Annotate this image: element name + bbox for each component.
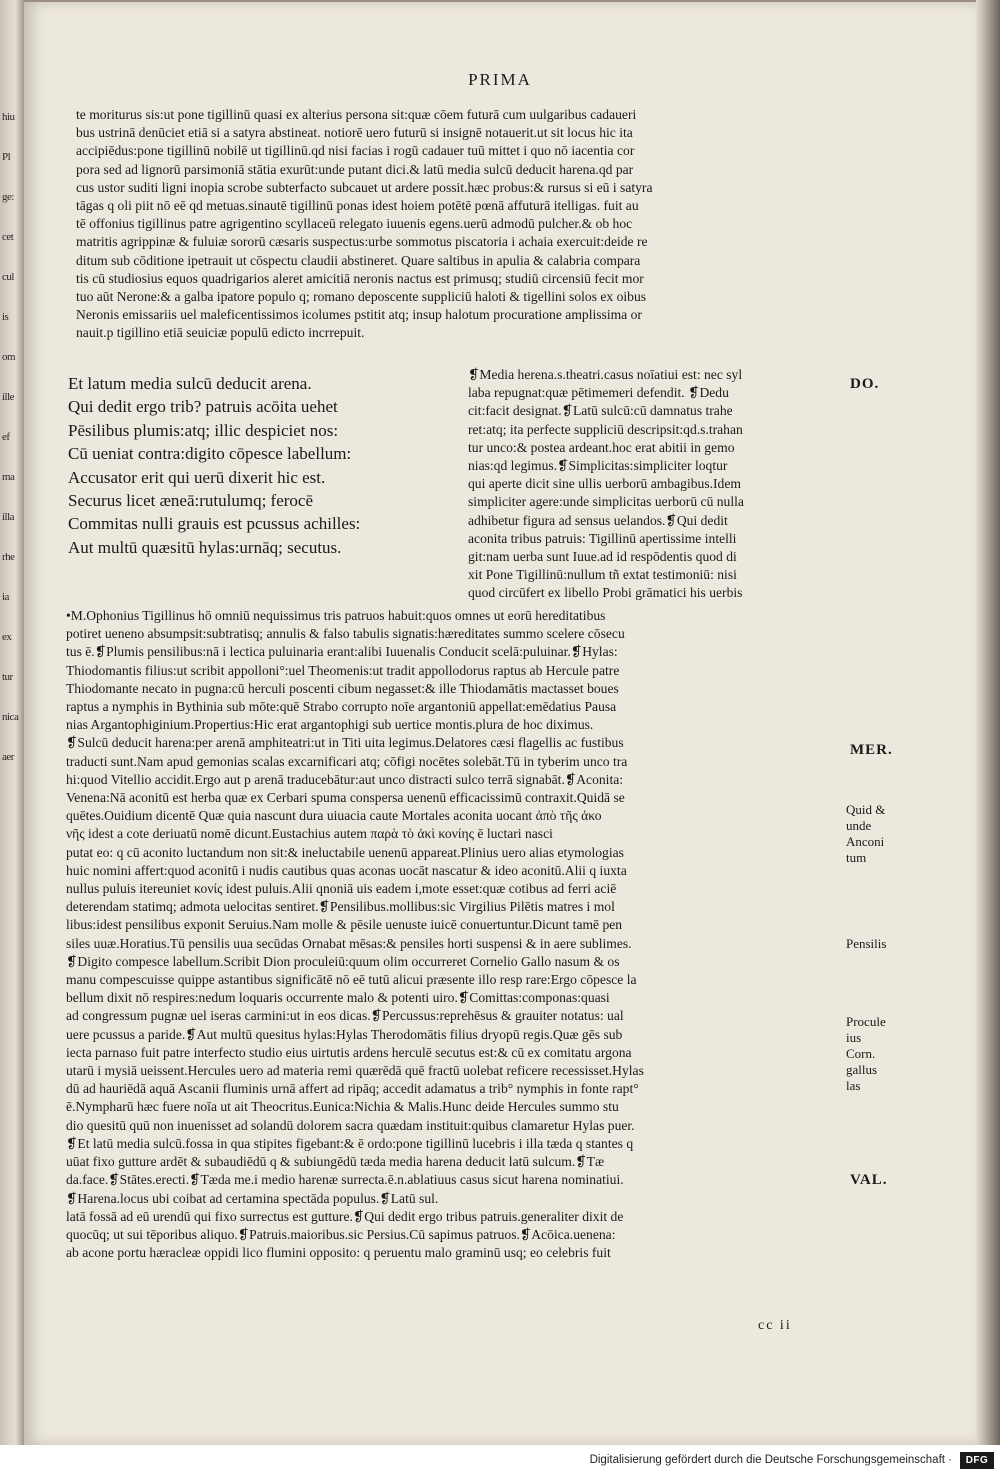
commentary-line: libus:idest pensilibus exponit Seruius.Nam molle & pēsile uenuste iuicē conuertuntur.Dicunt tamē pen: [66, 917, 623, 933]
left-page-fragment: is: [2, 311, 9, 323]
commentary-line: adhibetur figura ad sensus uelandos.❡Qui dedit: [468, 512, 728, 528]
adjacent-page-edge: [0, 0, 26, 1445]
commentary-line: ❡Et latū media sulcū.fossa in qua stipites figebant:& ē ordo:pone tigillinū lucebris i illa tæda q stantes q: [66, 1135, 634, 1151]
commentary-line: ❡Harena.locus ubi coibat ad certamina spectāda populus.❡Latū sul.: [66, 1190, 439, 1206]
commentary-line: traducti sunt.Nam apud gemonias scalas excarnificari atq; cōfigi nocētes solebāt.Tū in tyberim unco tra: [66, 753, 628, 769]
commentary-line: tur unco:& postea ardeant.hoc erat abitii in gemo: [468, 439, 735, 455]
left-page-fragment: ma: [2, 471, 15, 483]
verse-line: Pēsilibus plumis:atq; illic despiciet nos:: [68, 420, 339, 440]
commentary-line: nauit.p tigillino etiā seuiciæ populū edicto incrrepuit.: [76, 325, 365, 341]
commentary-line: siles uuæ.Horatius.Tū pensilis uua secūdas Ornabat mēsas:& pensiles horti suspensi & in aere sublimes.: [66, 935, 632, 951]
commentary-line: pora sed ad lignorū parsimoniā stātia exurūt:unde putant dici.& latū media sulcū deducit harena.qd par: [76, 161, 634, 177]
commentary-line: ❡Sulcū deducit harena:per arenā amphiteatri:ut in Titi uita legimus.Delatores cæsi flagellis ac fustibus: [66, 735, 624, 751]
left-page-fragment: ille: [2, 391, 15, 403]
left-page-fragment: illa: [2, 511, 15, 523]
marginal-line: Corn.: [846, 1046, 876, 1061]
commentary-line: ❡Media herena.s.theatri.casus noīatiui est: nec syl: [468, 367, 743, 382]
left-page-fragment: rhe: [2, 551, 15, 563]
commentary-bottom: [66, 607, 856, 1262]
commentary-line: huic nomini affert:quod aconitū i nudis cautibus quas aconas uocāt nascatur & ideo aconitū.Alii q iuxta: [66, 862, 627, 878]
commentary-line: Thiodomante necato in pugna:cū herculi poscenti cibum negasset:& ille Thiodamātis mactasset boues: [66, 680, 619, 696]
commentary-line: xit Pone Tigillinū:nullum tñ extat testimoniū: nisi: [468, 567, 737, 583]
left-page-fragment: ex: [2, 631, 12, 643]
commentary-line: quētes.Ouidium dicentē Quæ quia nascunt dura uiuacia caute Mortales aconita uocant ἀπὸ τῆς ἀκο: [66, 808, 602, 824]
commentary-line: aconita tribus patruis: Tigillinū apertissime intelli: [468, 530, 737, 546]
signature-mark: cc ii: [758, 1318, 792, 1333]
commentary-line: te moriturus sis:ut pone tigillinū quasi ex alterius persona sit:quæ cōem futurā cum uulgaribus cadaueri: [76, 107, 637, 122]
commentary-line: accipiēdus:pone tigillinū nobilē ut tigillinū.qd nisi facias i rogū cadauer tuū mittet i quo nō iacentia cor: [76, 143, 635, 159]
commentary-line: putat eo: q cū aconito luctandum non sit:& ineluctabile uenenū appareat.Plinius uero alias etymologias: [66, 844, 624, 860]
commentary-line: tāgas q oli piit nō eē qd metuas.sinautē tigillinū ponas idest hoiem potētē pœnā affuturā itelligas. fuit au: [76, 198, 639, 214]
commentary-line: utarū i mysiā ueissent.Hercules uero ad materia remi quærēdā quē fractū uolebat reficere recessisset.Hylas: [66, 1063, 644, 1079]
commentary-line: bellum dixit nō respires:nedum loquaris occurrente malo & potenti uiro.❡Comittas:componas:quasi: [66, 990, 610, 1006]
marginal-procul: [846, 1014, 886, 1094]
marginal-line: las: [846, 1078, 861, 1093]
commentary-line: quocūq; ut sui tēporibus aliquo.❡Patruis.maioribus.sic Persius.Cū sapimus patruos.❡Acōica.uenena:: [66, 1226, 616, 1242]
left-page-fragment: ge:: [2, 191, 14, 203]
marginal-do: DO.: [850, 376, 880, 392]
commentary-line: Neronis emissariis uel maleficentissimos icolumes pstitit atq; insup halotum procuratione amplissima or: [76, 307, 642, 323]
marginal-pensilis: Pensilis: [846, 936, 887, 951]
commentary-line: raptus a nymphis in Bythinia sub mōte:quē Strabo corrupto noīe argantoniū appellat:emēdatius Pausa: [66, 699, 617, 715]
verse-line: Securus licet æneā:rutulumq; ferocē: [68, 491, 313, 511]
verse-line: Aut multū quæsitū hylas:urnāq; secutus.: [68, 537, 342, 557]
commentary-line: bus ustrinā denūciet etiā si a satyra abstineat. notiorē uero futurū si insignē notauerit.ut sit locus hic ita: [76, 125, 633, 141]
commentary-line: quod circūfert ex libello Probi grāmatici his uerbis: [468, 585, 743, 601]
marginal-line: tum: [846, 850, 867, 865]
commentary-line: cus ustor suditi ligni inopia scrobe subterfacto subcauet ut ardere possit.hæc probus:& rursus si eū i satyra: [76, 179, 653, 195]
commentary-line: tis cū studiosius equos quadrigarios aleret amicitiā neronis nactus est primusq; studiū circensiū fecit mor: [76, 270, 644, 286]
commentary-line: ab acone portu hæracleæ oppidi lico flumini opposito: q peruentu malo graminū usq; eo celebris fuit: [66, 1245, 611, 1261]
commentary-line: dū ad hauriēdā aquā Ascanii fluminis urnā affert ad ripāq; accedit adamatus a trib° nymphis in fonte rapt°: [66, 1081, 639, 1097]
commentary-line: cit:facit designat.❡Latū sulcū:cū damnatus trahe: [468, 403, 733, 419]
marginal-mer: MER.: [850, 742, 893, 758]
left-page-fragment: ia: [2, 591, 9, 603]
marginal-line: Quid &: [846, 802, 886, 817]
commentary-line: hi:quod Vitellio accidit.Ergo aut p arenā traducebātur:aut unco distracti sulco terrā signabāt.❡Aconita:: [66, 771, 624, 787]
verse-line: Qui dedit ergo trib? patruis acōita uehet: [68, 397, 338, 417]
commentary-line: matritis agrippinæ & fuluiæ sororū cæsaris suspectus:urbe sommotus piscatoria i achaia exercuit:deide re: [76, 234, 648, 250]
left-page-fragment: hiu: [2, 111, 15, 123]
verse-line: Cū ueniat contra:digito cōpesce labellum:: [68, 444, 352, 464]
commentary-line: potiret ueneno absumpsit:subtratisq; annulis & falso tabulis signatis:hæreditates summo scelere cōsecu: [66, 626, 625, 642]
left-page-fragment: cet: [2, 231, 14, 243]
marginal-line: gallus: [846, 1062, 878, 1077]
commentary-line: nias:qd legimus.❡Simplicitas:simpliciter loqtur: [468, 458, 728, 474]
commentary-line: uūat fixo gutture ardēt & subaudiēdū q & subiungēdū tæda media harena deducit latū sulcum.❡Tæ: [66, 1154, 605, 1170]
commentary-line: •M.Ophonius Tigillinus hō omniū nequissimus tris patruos habuit:quos omnes ut eorū hereditatibus: [66, 608, 606, 623]
commentary-line: νῆς idest a cote deriuatū nomē dicunt.Eustachius autem παρὰ τὸ ἀκὶ κονίης ē luctari nasci: [66, 826, 553, 842]
marginal-line: unde: [846, 818, 872, 833]
dfg-logo: DFG: [960, 1452, 994, 1469]
commentary-top: [76, 106, 924, 343]
left-page-fragment: nica: [2, 711, 19, 723]
commentary-line: uere pcussus a paride.❡Aut multū quesitus hylas:Hylas Therodomātis filius dryopū regis.Quæ gēs sub: [66, 1026, 623, 1042]
commentary-line: nullus puluis itereuniet κονίς idest puluis.Alii qnoniā uis eadem i,mote esset:quæ cotibus ad ferri aciē: [66, 881, 617, 897]
marginal-val: VAL.: [850, 1172, 888, 1188]
commentary-line: da.face.❡Stātes.erecti.❡Tæda me.i medio harenæ surrecta.ē.n.ablatiuus casus sicut harena nominatiui.: [66, 1172, 624, 1188]
commentary-line: tē offonius tigillinus patre agrigentino scyllaceū relegato iuuenis egens.uerū admodū pulcher.& ob hoc: [76, 216, 633, 232]
commentary-line: simpliciter agere:unde simplicitas uerborū cū nulla: [468, 494, 744, 510]
left-page-fragment: cul: [2, 271, 14, 283]
marginal-line: Procule: [846, 1014, 886, 1029]
verse-line: Accusator erit qui uerū dixerit hic est.: [68, 467, 326, 487]
commentary-line: deterendam statimq; admota uelocitas sentiret.❡Pensilibus.mollibus:sic Virgilius Pilētis matres i mol: [66, 899, 615, 915]
marginal-quid: [846, 802, 885, 866]
commentary-line: ditum sub cōditione ipetrauit ut cōspectu claudii abstineret. Quare saltibus in apulia & calabria compara: [76, 252, 641, 268]
commentary-line: tus ē.❡Plumis pensilibus:nā i lectica puluinaria erant:alibi Iuuenalis Conducit scelā:puluinar.❡Hylas:: [66, 644, 618, 660]
left-page-fragment: tur: [2, 671, 13, 683]
commentary-line: ē.Nympharū hæc fuere noīa ut ait Theocritus.Eunica:Nichia & Malis.Hunc deide Hercules summo stu: [66, 1099, 619, 1115]
commentary-line: tuo aūt Nerone:& a galba ipatore populo q; romano deposcente suppliciū haloti & tigellini solos ex oibus: [76, 289, 647, 305]
commentary-line: qui aperte dicit sine ullis uerborū ambagibus.Idem: [468, 476, 741, 492]
book-edge: [976, 0, 1000, 1445]
book-page: [24, 2, 976, 1445]
verse-lines: [68, 372, 488, 559]
commentary-line: nias Argantophiginium.Propertius:Hic erat argantophigi sub uertice montis.plura de hoc diximus.: [66, 717, 594, 733]
marginal-line: Anconi: [846, 834, 885, 849]
left-page-fragment: aer: [2, 751, 14, 763]
commentary-line: iecta parnaso fuit patre interfecto studio eius uirtutis ardens herculē secutus est:& cū ex comitatu argona: [66, 1044, 632, 1060]
page-header: PRIMA: [468, 70, 532, 89]
commentary-line: ad congressum pugnæ uel iseras carmini:ut in eos dicas.❡Percussus:reprehēsus & grauiter notatus: ual: [66, 1008, 624, 1024]
footer-bar: [0, 1445, 1000, 1476]
commentary-line: manu compescuisse quippe astantibus significātē nō eē tutū alicui præsente illo resp rare:Ergo cōpesce la: [66, 972, 637, 988]
commentary-line: latā fossā ad eū urendū qui fixo surrectus est gutture.❡Qui dedit ergo tribus patruis.generaliter dixit de: [66, 1208, 624, 1224]
commentary-line: dio quesitū quū non inuenisset ad solandū dolorem sacra quædam instituit:quibus clamaretur Hylas puer.: [66, 1117, 635, 1133]
footer-credit: Digitalisierung gefördert durch die Deutsche Forschungsgemeinschaft ·: [589, 1454, 952, 1466]
commentary-line: Thiodomantis filius:ut scribit appolloni°:uel Theomenis:ut tradit appollodorus raptus ab Hercule patre: [66, 662, 620, 678]
verse-line: Et latum media sulcū deducit arena.: [68, 374, 312, 393]
commentary-line: laba repugnat:quæ pētimemeri defendit. ❡Dedu: [468, 385, 729, 401]
commentary-line: ❡Digito compesce labellum.Scribit Dion proculeiū:quum olim occurreret Cornelio Gallo nasum & os: [66, 953, 620, 969]
verse-line: Commitas nulli grauis est pcussus achilles:: [68, 514, 361, 534]
commentary-right: [468, 366, 846, 603]
commentary-line: Venena:Nā aconitū est herba quæ ex Cerbari spuma conspersa uenenū efficacissimū contraxit.Quidā se: [66, 790, 625, 806]
left-page-fragment: Pl: [2, 151, 11, 163]
left-page-fragment: om: [2, 351, 16, 363]
marginal-line: ius: [846, 1030, 862, 1045]
commentary-line: ret:atq; ita perfecte suppliciū descripsit:qd.s.trahan: [468, 421, 743, 437]
left-page-fragment: ef: [2, 431, 10, 443]
commentary-line: git:nam uerba sunt Iuue.ad id respōdentis quod di: [468, 549, 737, 565]
